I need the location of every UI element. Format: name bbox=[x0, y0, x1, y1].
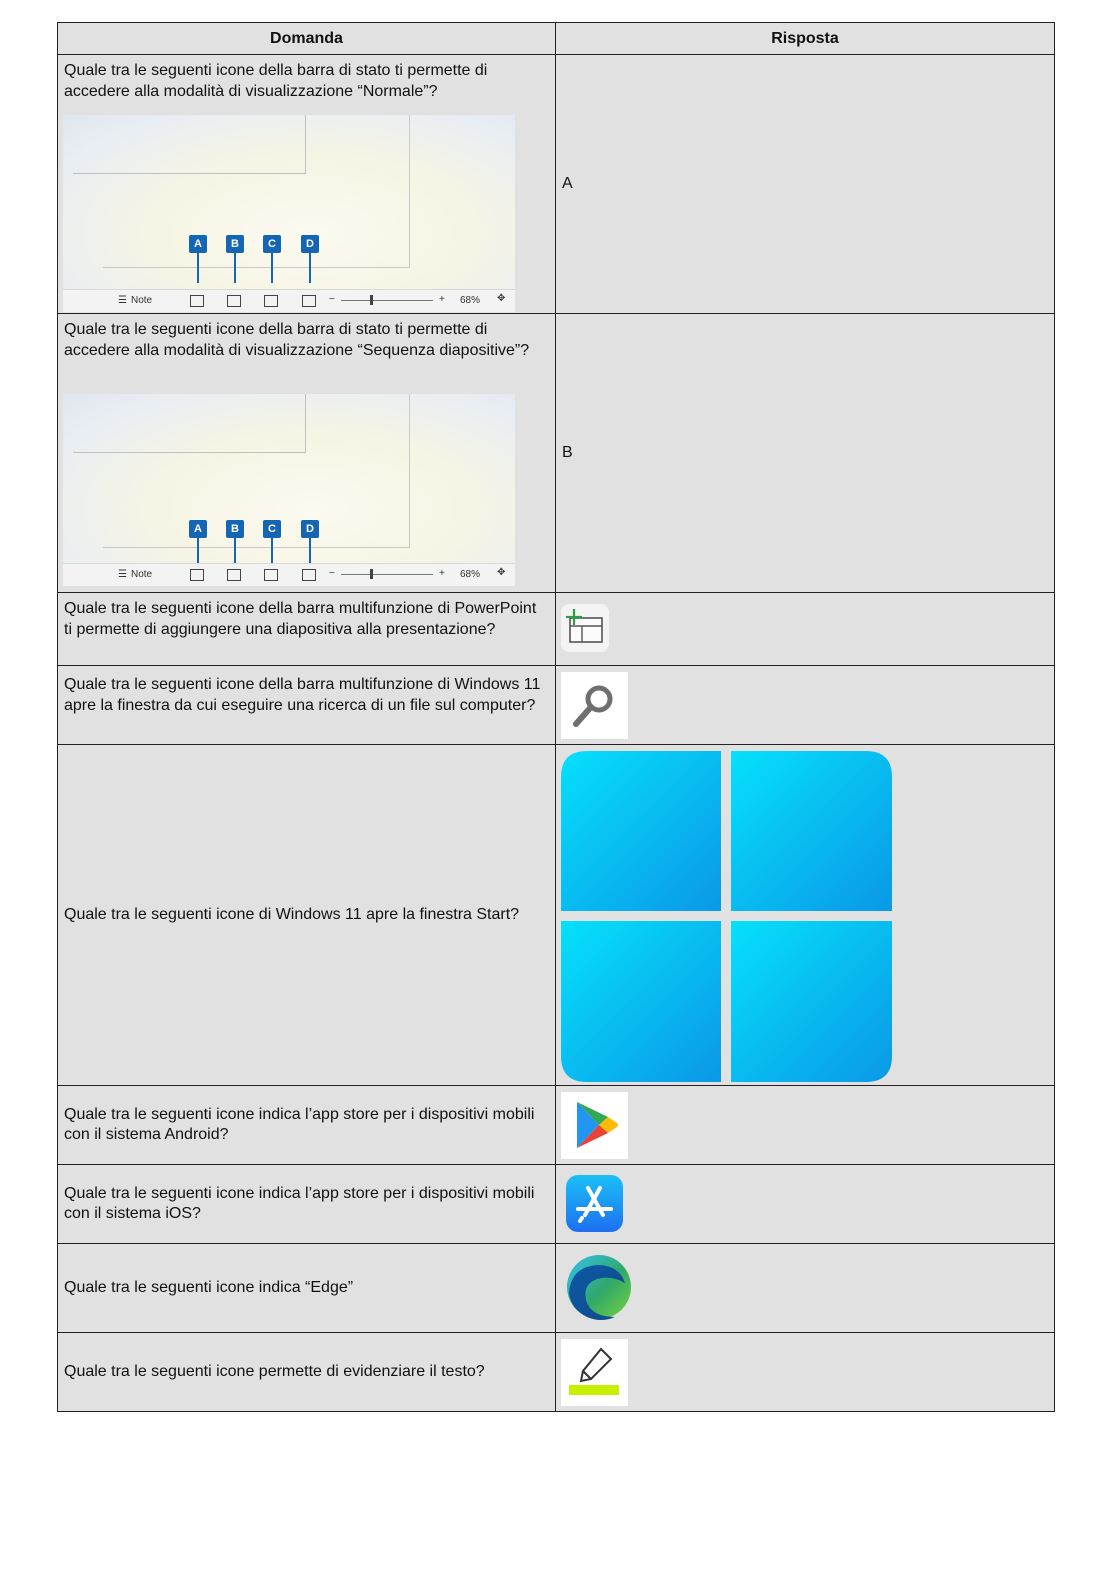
answer-text: A bbox=[562, 175, 573, 192]
table-row bbox=[58, 745, 1055, 1086]
google-play-icon bbox=[561, 1092, 628, 1159]
badge-a: A bbox=[189, 520, 207, 538]
zoom-value: 68% bbox=[460, 569, 481, 580]
windows-start-icon bbox=[561, 751, 892, 1082]
badge-a: A bbox=[189, 235, 207, 253]
table-row bbox=[58, 1333, 1055, 1412]
badge-b: B bbox=[226, 520, 244, 538]
zoom-thumb bbox=[370, 569, 373, 579]
question-text: Quale tra le seguenti icone di Windows 11 apre la finestra Start? bbox=[64, 905, 520, 923]
table-row bbox=[58, 1244, 1055, 1333]
edge-icon bbox=[565, 1253, 635, 1323]
new-slide-icon bbox=[561, 604, 609, 652]
notes-icon: ☰ bbox=[118, 295, 127, 306]
normal-view-icon bbox=[190, 569, 204, 581]
question-cell bbox=[58, 1165, 556, 1244]
question-text: Quale tra le seguenti icone della barra di stato ti permette di accedere alla modalità di visualizzazione “Sequenza diapositive”? bbox=[64, 321, 530, 359]
question-cell bbox=[58, 745, 556, 1086]
table-row bbox=[58, 55, 1055, 314]
slideshow-icon bbox=[302, 295, 316, 307]
reading-view-icon bbox=[264, 295, 278, 307]
badge-d: D bbox=[301, 520, 319, 538]
search-icon bbox=[561, 672, 628, 739]
zoom-plus: + bbox=[439, 568, 445, 579]
answer-cell bbox=[556, 745, 1055, 1086]
answer-cell bbox=[556, 1333, 1055, 1412]
answer-text: B bbox=[562, 444, 573, 461]
question-cell bbox=[58, 1244, 556, 1333]
question-cell bbox=[58, 1086, 556, 1165]
zoom-slider bbox=[341, 574, 433, 575]
answer-cell bbox=[556, 55, 1055, 314]
answer-cell bbox=[556, 1165, 1055, 1244]
answer-cell bbox=[556, 1086, 1055, 1165]
badge-b: B bbox=[226, 235, 244, 253]
question-text: Quale tra le seguenti icone della barra multifunzione di PowerPoint ti permette di aggiungere una diapositiva alla presentazione? bbox=[64, 600, 537, 638]
question-cell bbox=[58, 593, 556, 666]
table-row bbox=[58, 666, 1055, 745]
badge-c: C bbox=[263, 520, 281, 538]
answer-cell bbox=[556, 314, 1055, 593]
question-cell bbox=[58, 55, 556, 314]
question-text: Quale tra le seguenti icone indica l’app store per i dispositivi mobili con il sistema iOS? bbox=[64, 1184, 535, 1222]
table-row bbox=[58, 314, 1055, 593]
qa-table bbox=[57, 22, 1055, 1412]
question-cell bbox=[58, 1333, 556, 1412]
zoom-plus: + bbox=[439, 294, 445, 305]
app-store-icon bbox=[566, 1175, 623, 1232]
badge-d: D bbox=[301, 235, 319, 253]
question-text: Quale tra le seguenti icone indica “Edge” bbox=[64, 1278, 354, 1296]
question-cell bbox=[58, 314, 556, 593]
answer-cell bbox=[556, 593, 1055, 666]
slideshow-icon bbox=[302, 569, 316, 581]
zoom-value: 68% bbox=[460, 295, 481, 306]
question-text: Quale tra le seguenti icone indica l’app store per i dispositivi mobili con il sistema Android? bbox=[64, 1105, 535, 1143]
answer-cell bbox=[556, 1244, 1055, 1333]
badge-c: C bbox=[263, 235, 281, 253]
question-cell bbox=[58, 666, 556, 745]
zoom-minus: − bbox=[329, 294, 335, 305]
slide-sorter-icon bbox=[227, 569, 241, 581]
slide-sorter-icon bbox=[227, 295, 241, 307]
fit-slide-icon: ✥ bbox=[497, 293, 506, 304]
zoom-slider bbox=[341, 300, 433, 301]
header-row bbox=[58, 23, 1055, 55]
statusbar-screenshot bbox=[63, 394, 515, 586]
fit-slide-icon: ✥ bbox=[497, 567, 506, 578]
highlighter-icon bbox=[561, 1339, 628, 1406]
header-question: Domanda bbox=[58, 23, 556, 55]
status-bar bbox=[63, 563, 515, 586]
notes-icon: ☰ bbox=[118, 569, 127, 580]
table-row bbox=[58, 1165, 1055, 1244]
normal-view-icon bbox=[190, 295, 204, 307]
header-answer: Risposta bbox=[556, 23, 1055, 55]
status-bar bbox=[63, 289, 515, 312]
notes-label: Note bbox=[131, 569, 153, 580]
table-row bbox=[58, 593, 1055, 666]
question-text: Quale tra le seguenti icone permette di evidenziare il testo? bbox=[64, 1362, 485, 1380]
notes-label: Note bbox=[131, 295, 153, 306]
question-text: Quale tra le seguenti icone della barra multifunzione di Windows 11 apre la finestra da cui eseguire una ricerca di un file sul computer? bbox=[64, 676, 541, 714]
statusbar-screenshot bbox=[63, 115, 515, 312]
zoom-thumb bbox=[370, 295, 373, 305]
question-text: Quale tra le seguenti icone della barra di stato ti permette di accedere alla modalità di visualizzazione “Normale”? bbox=[64, 62, 488, 100]
answer-cell bbox=[556, 666, 1055, 745]
zoom-minus: − bbox=[329, 568, 335, 579]
reading-view-icon bbox=[264, 569, 278, 581]
table-row bbox=[58, 1086, 1055, 1165]
